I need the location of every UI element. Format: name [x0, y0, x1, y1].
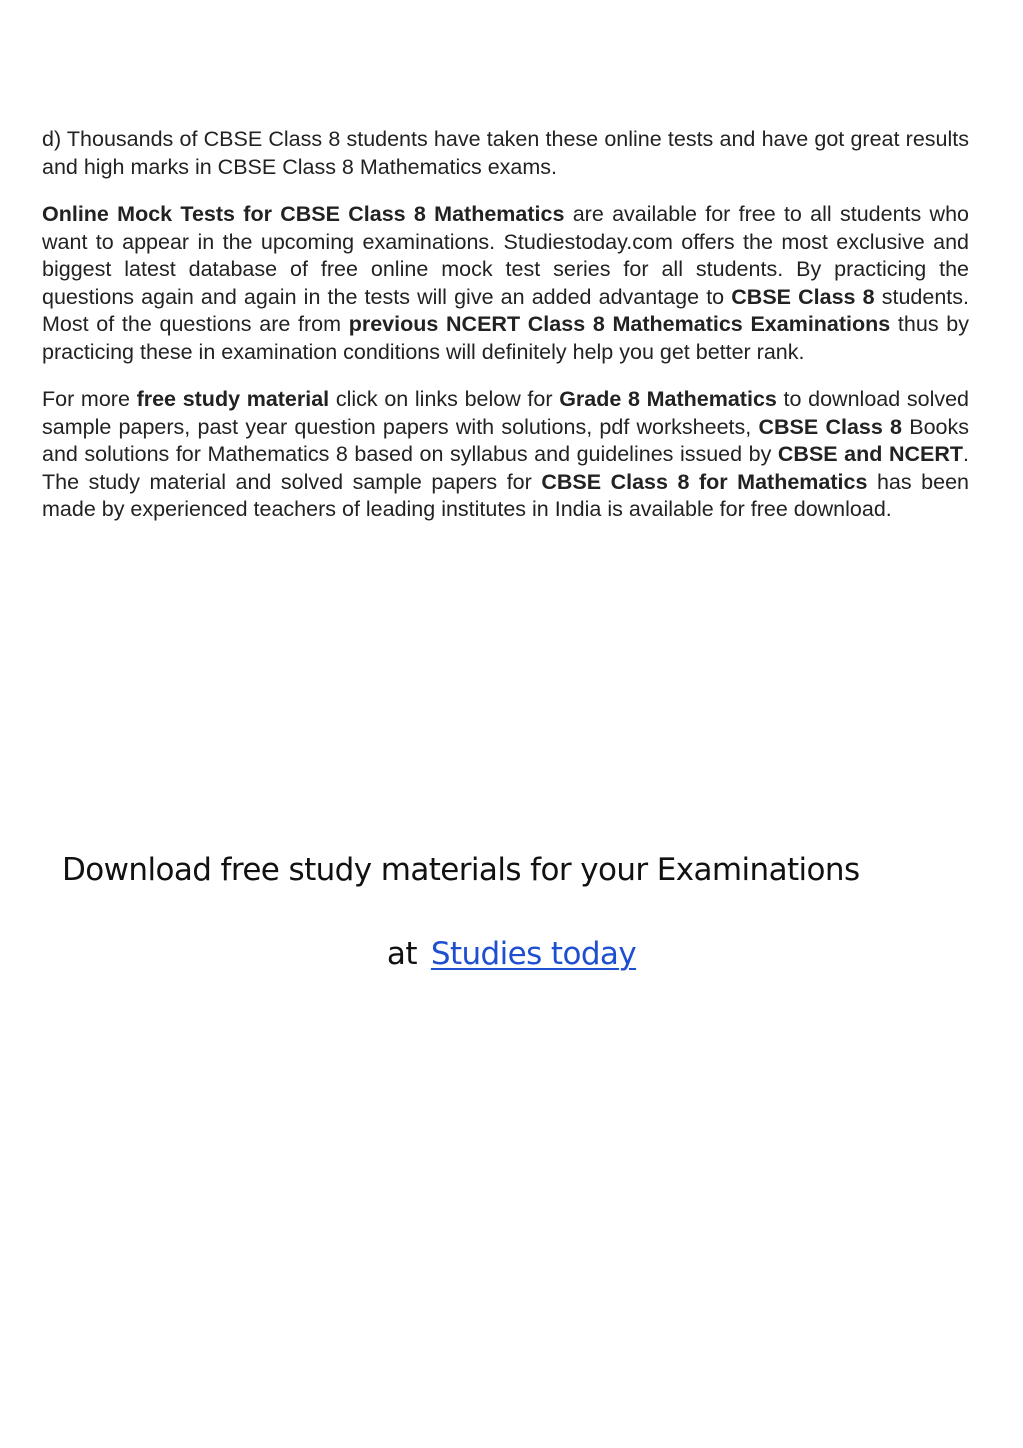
bold-text: free study material	[136, 387, 330, 411]
paragraph-online-mock-tests	[42, 201, 969, 366]
bold-text: CBSE Class 8	[731, 284, 875, 309]
footer-at-text: at	[386, 936, 417, 972]
bold-text: CBSE Class 8	[758, 414, 903, 439]
paragraph-text: to download solved sample papers, past year question papers with solutions, pdf worksheets,	[42, 387, 970, 439]
bold-text: Online Mock Tests for CBSE Class 8 Mathematics	[42, 202, 565, 226]
paragraph-text: thus by practicing these in examination conditions will definitely help you get better rank.	[42, 312, 969, 364]
paragraph-text: are available for free to all students who want to appear in the upcoming examinations. Studiestoday.com offers the most exclusive and biggest latest database of free online mock test series for all students. By practicing the questions again and again in the tests will give an added advantage to	[42, 202, 969, 309]
footer-heading: Download free study materials for your Examinations	[62, 852, 860, 888]
bold-text: CBSE Class 8 for Mathematics	[541, 469, 868, 494]
document-body	[42, 126, 969, 544]
bold-text: previous NCERT Class 8 Mathematics Examinations	[348, 312, 891, 336]
paragraph-text: d) Thousands of CBSE Class 8 students have taken these online tests and have got great results and high marks in CBSE Class 8 Mathematics exams.	[42, 127, 969, 179]
paragraph-thousands-students	[42, 126, 969, 181]
bold-text: Grade 8 Mathematics	[559, 387, 777, 411]
paragraph-free-study-material	[42, 386, 969, 524]
studies-today-link[interactable]: Studies today	[430, 936, 637, 972]
paragraph-text: Books and solutions for Mathematics 8 based on syllabus and guidelines issued by	[42, 414, 970, 466]
paragraph-text: . The study material and solved sample papers for	[42, 442, 969, 494]
paragraph-text: For more	[42, 387, 137, 411]
bold-text: CBSE and NCERT	[777, 442, 964, 466]
footer-link-line	[0, 936, 1023, 972]
paragraph-text: has been made by experienced teachers of leading institutes in India is available for free download.	[42, 469, 969, 521]
paragraph-text: students. Most of the questions are from	[42, 284, 969, 336]
paragraph-text: click on links below for	[329, 387, 560, 411]
